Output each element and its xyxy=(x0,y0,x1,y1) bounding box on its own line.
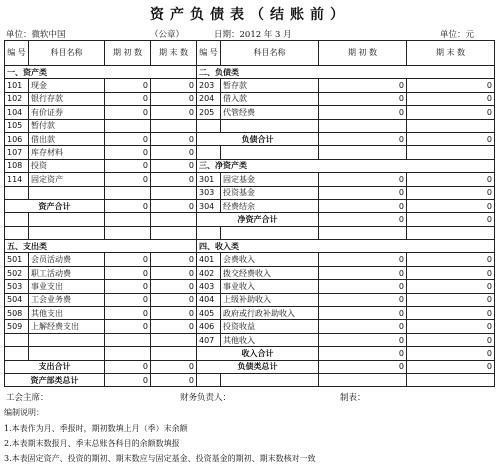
right-total-label: 负债类总计 xyxy=(197,360,319,373)
right-account-name: 代管经费 xyxy=(221,106,319,119)
left-opening-value: 0 xyxy=(105,307,151,320)
left-account-name: 上解经费支出 xyxy=(29,320,105,333)
table-row xyxy=(5,320,495,333)
col-opening-left: 期 初 数 xyxy=(105,41,151,66)
right-closing-value: 0 xyxy=(407,106,495,119)
left-account-code: 102 xyxy=(5,92,29,105)
right-total-opening: 0 xyxy=(319,360,407,373)
left-account-name: 其他支出 xyxy=(29,307,105,320)
left-blank-cell xyxy=(151,213,197,226)
table-row xyxy=(5,173,495,186)
left-account-code: 106 xyxy=(5,132,29,145)
left-blank-cell xyxy=(105,213,151,226)
left-blank-cell xyxy=(105,186,151,199)
right-blank-cell xyxy=(197,373,221,386)
page-title: 资产负债表（结账前） xyxy=(150,7,350,23)
table-row xyxy=(5,226,495,239)
left-account-name: 职工活动费 xyxy=(29,266,105,279)
left-account-code: 107 xyxy=(5,146,29,159)
preparer-signature-label: 制表： xyxy=(340,393,366,403)
right-closing-value: 0 xyxy=(407,266,495,279)
left-blank-cell xyxy=(151,186,197,199)
left-account-name: 库存材料 xyxy=(29,146,105,159)
col-closing-right: 期 末 数 xyxy=(407,41,495,66)
table-row xyxy=(5,66,495,79)
right-blank-cell xyxy=(319,373,407,386)
left-opening-value: 0 xyxy=(105,173,151,186)
right-total-opening: 0 xyxy=(319,213,407,226)
left-opening-value: 0 xyxy=(105,253,151,266)
left-account-code: 503 xyxy=(5,280,29,293)
left-account-code: 114 xyxy=(5,173,29,186)
note-2: 2.本表期末数报月、季末总账各科目的余额数填报 xyxy=(4,439,180,448)
left-opening-value: 0 xyxy=(105,266,151,279)
left-closing-value: 0 xyxy=(151,79,197,92)
left-account-code: 101 xyxy=(5,79,29,92)
left-account-code: 501 xyxy=(5,253,29,266)
col-code-right: 编 号 xyxy=(197,41,221,66)
finance-signature-label: 财务负责人： xyxy=(180,393,232,403)
left-account-name: 有价证券 xyxy=(29,106,105,119)
col-opening-right: 期 初 数 xyxy=(319,41,407,66)
right-closing-value: 0 xyxy=(407,92,495,105)
right-opening-value: 0 xyxy=(319,333,407,346)
chair-signature-label: 工会主席： xyxy=(6,393,49,403)
right-opening-value: 0 xyxy=(319,293,407,306)
left-account-code: 508 xyxy=(5,307,29,320)
right-total-closing: 0 xyxy=(407,132,495,145)
left-opening-value: 0 xyxy=(105,79,151,92)
table-row xyxy=(5,186,495,199)
left-closing-value: 0 xyxy=(151,307,197,320)
right-account-code: 304 xyxy=(197,199,221,212)
table-row xyxy=(5,106,495,119)
left-blank-cell xyxy=(29,226,105,239)
left-blank-cell xyxy=(151,333,197,346)
table-row xyxy=(5,360,495,373)
right-closing-value: 0 xyxy=(407,253,495,266)
table-row xyxy=(5,307,495,320)
right-account-code: 204 xyxy=(197,92,221,105)
right-opening-value: 0 xyxy=(319,79,407,92)
right-account-code: 401 xyxy=(197,253,221,266)
right-account-name: 投资基金 xyxy=(221,186,319,199)
table-row xyxy=(5,132,495,145)
left-closing-value xyxy=(151,119,197,132)
right-account-name: 事业收入 xyxy=(221,280,319,293)
left-closing-value: 0 xyxy=(151,266,197,279)
right-closing-value: 0 xyxy=(407,173,495,186)
left-account-name: 现金 xyxy=(29,79,105,92)
left-opening-value: 0 xyxy=(105,92,151,105)
right-total-label: 净资产合计 xyxy=(197,213,319,226)
right-account-name: 经费结余 xyxy=(221,199,319,212)
right-account-name: 政府或行政补助收入 xyxy=(221,307,319,320)
right-opening-value: 0 xyxy=(319,106,407,119)
col-closing-left: 期 末 数 xyxy=(151,41,197,66)
col-name-left: 科目名称 xyxy=(29,41,105,66)
left-blank-cell xyxy=(105,333,151,346)
right-closing-value: 0 xyxy=(407,293,495,306)
right-total-closing: 0 xyxy=(407,360,495,373)
right-blank-cell xyxy=(407,119,495,132)
right-blank-cell xyxy=(319,119,407,132)
right-account-code: 404 xyxy=(197,293,221,306)
right-blank-cell xyxy=(221,373,319,386)
right-account-name: 固定基金 xyxy=(221,173,319,186)
right-closing-value: 0 xyxy=(407,199,495,212)
table-row xyxy=(5,293,495,306)
right-blank-cell xyxy=(197,226,221,239)
left-opening-value: 0 xyxy=(105,159,151,172)
table-row xyxy=(5,159,495,172)
left-total-closing: 0 xyxy=(151,199,197,212)
left-section-heading: 五、支出类 xyxy=(5,240,197,253)
left-blank-cell xyxy=(5,186,29,199)
right-closing-value: 0 xyxy=(407,79,495,92)
column-header-row xyxy=(5,41,495,66)
right-account-name: 会费收入 xyxy=(221,253,319,266)
left-blank-cell xyxy=(5,333,29,346)
right-account-code: 303 xyxy=(197,186,221,199)
left-section-heading: 一、资产类 xyxy=(5,66,197,79)
left-blank-cell xyxy=(151,347,197,360)
col-code-left: 编 号 xyxy=(5,41,29,66)
seal-label: （公章） xyxy=(150,30,185,40)
left-closing-value: 0 xyxy=(151,293,197,306)
left-account-name: 银行存款 xyxy=(29,92,105,105)
right-opening-value: 0 xyxy=(319,320,407,333)
right-opening-value: 0 xyxy=(319,253,407,266)
right-section-heading: 二、负债类 xyxy=(197,66,495,79)
right-section-heading: 四、收入类 xyxy=(197,240,495,253)
left-opening-value: 0 xyxy=(105,320,151,333)
left-account-code: 502 xyxy=(5,266,29,279)
table-row xyxy=(5,240,495,253)
right-account-code: 405 xyxy=(197,307,221,320)
left-opening-value xyxy=(105,119,151,132)
right-blank-cell xyxy=(197,146,221,159)
right-opening-value: 0 xyxy=(319,280,407,293)
right-total-label: 负债合计 xyxy=(197,132,319,145)
right-closing-value: 0 xyxy=(407,320,495,333)
table-row xyxy=(5,253,495,266)
date-label: 日期：2012 年 3 月 xyxy=(214,30,292,40)
left-total-opening: 0 xyxy=(105,360,151,373)
right-account-name: 投资收益 xyxy=(221,320,319,333)
right-opening-value: 0 xyxy=(319,92,407,105)
left-closing-value: 0 xyxy=(151,106,197,119)
table-row xyxy=(5,213,495,226)
right-account-name: 借入款 xyxy=(221,92,319,105)
notes-heading: 编制说明： xyxy=(4,408,44,417)
right-opening-value: 0 xyxy=(319,186,407,199)
left-blank-cell xyxy=(29,347,105,360)
left-account-code: 504 xyxy=(5,293,29,306)
left-account-name: 借出款 xyxy=(29,132,105,145)
right-account-code: 205 xyxy=(197,106,221,119)
left-closing-value: 0 xyxy=(151,280,197,293)
right-total-opening: 0 xyxy=(319,132,407,145)
right-blank-cell xyxy=(221,226,319,239)
col-name-right: 科目名称 xyxy=(221,41,319,66)
right-account-code: 407 xyxy=(197,333,221,346)
left-account-name: 固定资产 xyxy=(29,173,105,186)
table-row xyxy=(5,347,495,360)
left-total-label: 支出合计 xyxy=(5,360,105,373)
right-blank-cell xyxy=(221,119,319,132)
right-total-closing: 0 xyxy=(407,213,495,226)
right-account-name: 其他收入 xyxy=(221,333,319,346)
left-total-closing: 0 xyxy=(151,373,197,386)
right-opening-value: 0 xyxy=(319,199,407,212)
left-closing-value: 0 xyxy=(151,320,197,333)
left-total-closing: 0 xyxy=(151,360,197,373)
left-opening-value: 0 xyxy=(105,293,151,306)
left-blank-cell xyxy=(5,226,29,239)
left-total-opening: 0 xyxy=(105,373,151,386)
currency-unit-label: 单位：元 xyxy=(440,30,475,40)
left-blank-cell xyxy=(105,347,151,360)
left-account-code: 105 xyxy=(5,119,29,132)
left-blank-cell xyxy=(29,186,105,199)
right-account-code: 402 xyxy=(197,266,221,279)
right-blank-cell xyxy=(407,226,495,239)
table-row xyxy=(5,266,495,279)
left-account-name: 投资 xyxy=(29,159,105,172)
right-opening-value: 0 xyxy=(319,266,407,279)
left-total-label: 资产部类总计 xyxy=(5,373,105,386)
left-account-code: 108 xyxy=(5,159,29,172)
left-blank-cell xyxy=(105,226,151,239)
left-closing-value: 0 xyxy=(151,146,197,159)
left-closing-value: 0 xyxy=(151,159,197,172)
right-account-code: 203 xyxy=(197,79,221,92)
right-blank-cell xyxy=(319,226,407,239)
table-row xyxy=(5,119,495,132)
left-account-name: 工会业务费 xyxy=(29,293,105,306)
left-closing-value: 0 xyxy=(151,173,197,186)
left-closing-value: 0 xyxy=(151,92,197,105)
left-account-name: 暂付款 xyxy=(29,119,105,132)
left-closing-value: 0 xyxy=(151,253,197,266)
left-blank-cell xyxy=(29,213,105,226)
right-closing-value: 0 xyxy=(407,186,495,199)
left-account-name: 会员活动费 xyxy=(29,253,105,266)
right-closing-value: 0 xyxy=(407,307,495,320)
left-total-opening: 0 xyxy=(105,199,151,212)
note-3: 3.本表固定资产、投资的期初、期末数应与固定基金、投资基金的期初、期末数核对一致 xyxy=(4,454,316,463)
left-opening-value: 0 xyxy=(105,106,151,119)
table-row xyxy=(5,199,495,212)
table-row xyxy=(5,146,495,159)
left-blank-cell xyxy=(29,333,105,346)
left-account-name: 事业支出 xyxy=(29,280,105,293)
right-total-label: 收入合计 xyxy=(197,347,319,360)
right-opening-value: 0 xyxy=(319,307,407,320)
right-account-code: 406 xyxy=(197,320,221,333)
right-blank-cell xyxy=(319,146,407,159)
right-closing-value: 0 xyxy=(407,333,495,346)
left-opening-value: 0 xyxy=(105,132,151,145)
left-blank-cell xyxy=(5,213,29,226)
right-opening-value: 0 xyxy=(319,173,407,186)
right-account-name: 上级补助收入 xyxy=(221,293,319,306)
table-row xyxy=(5,92,495,105)
left-opening-value: 0 xyxy=(105,280,151,293)
table-row xyxy=(5,333,495,346)
note-1: 1.本表作为月、季报时，期初数填上月（季）末余额 xyxy=(4,424,188,433)
left-closing-value: 0 xyxy=(151,132,197,145)
right-account-code: 301 xyxy=(197,173,221,186)
right-blank-cell xyxy=(407,373,495,386)
unit-label: 单位：微软中国 xyxy=(6,30,66,40)
right-blank-cell xyxy=(197,119,221,132)
right-account-name: 暂存款 xyxy=(221,79,319,92)
left-account-code: 509 xyxy=(5,320,29,333)
right-closing-value: 0 xyxy=(407,280,495,293)
table-row xyxy=(5,280,495,293)
balance-sheet-table xyxy=(4,40,495,387)
right-account-name: 拨交经费收入 xyxy=(221,266,319,279)
left-opening-value: 0 xyxy=(105,146,151,159)
right-blank-cell xyxy=(221,146,319,159)
left-total-label: 资产合计 xyxy=(5,199,105,212)
right-blank-cell xyxy=(407,146,495,159)
right-account-code: 403 xyxy=(197,280,221,293)
right-section-heading: 三、净资产类 xyxy=(197,159,495,172)
left-account-code: 104 xyxy=(5,106,29,119)
left-blank-cell xyxy=(5,347,29,360)
balance-sheet-body xyxy=(5,41,495,387)
right-total-closing: 0 xyxy=(407,347,495,360)
table-row xyxy=(5,79,495,92)
right-total-opening: 0 xyxy=(319,347,407,360)
left-blank-cell xyxy=(151,226,197,239)
table-row xyxy=(5,373,495,386)
